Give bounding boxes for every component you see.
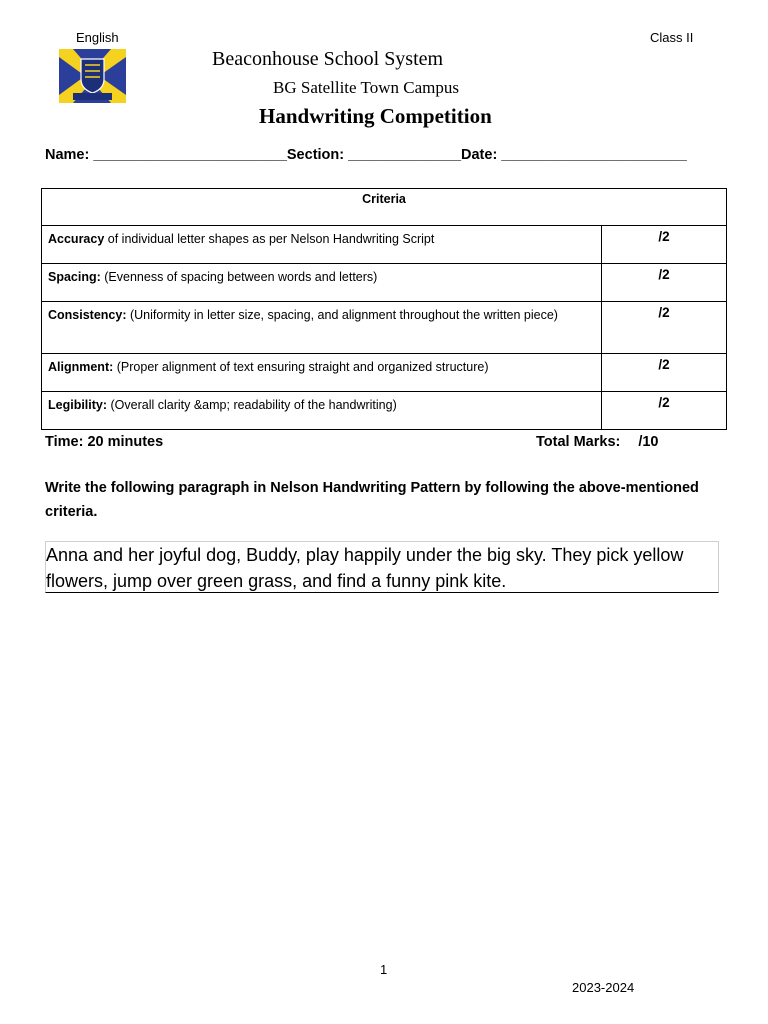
total-marks-label: Total Marks: (536, 434, 621, 450)
table-row (42, 392, 727, 430)
criteria-header: Criteria (42, 189, 727, 226)
practice-paragraph: Anna and her joyful dog, Buddy, play happily under the big sky. They pick yellow flowers, jump over green grass, and find a funny pink kite. (45, 541, 719, 593)
mark-cell: /2 (602, 264, 727, 302)
criterion-cell (42, 354, 602, 392)
mark-cell: /2 (602, 354, 727, 392)
criterion-cell (42, 302, 602, 354)
time-limit: Time: 20 minutes (45, 434, 164, 450)
table-row (42, 226, 727, 264)
criterion-term: Accuracy (48, 232, 105, 246)
criterion-term: Alignment: (48, 360, 114, 374)
school-logo (59, 49, 126, 103)
competition-title: Handwriting Competition (259, 104, 492, 128)
criterion-desc: (Evenness of spacing between words and letters) (100, 270, 378, 284)
campus-name: BG Satellite Town Campus (273, 78, 459, 97)
table-row (42, 354, 727, 392)
academic-year: 2023-2024 (572, 980, 635, 995)
mark-cell: /2 (602, 226, 727, 264)
criterion-desc: (Proper alignment of text ensuring straight and organized structure) (113, 360, 489, 374)
criterion-cell (42, 264, 602, 302)
criterion-desc: of individual letter shapes as per Nelson Handwriting Script (104, 232, 435, 246)
page-number: 1 (380, 962, 388, 977)
criterion-desc: (Overall clarity &amp; readability of the handwriting) (107, 398, 397, 412)
school-name: Beaconhouse School System (212, 48, 444, 70)
criterion-term: Legibility: (48, 398, 108, 412)
mark-cell: /2 (602, 392, 727, 430)
instruction-text: Write the following paragraph in Nelson Handwriting Pattern by following the above-mentioned criteria. (45, 480, 699, 520)
subject-label: English (76, 30, 119, 45)
student-info-fields[interactable]: Name: ________________________Section: ______________Date: _______________________ (45, 147, 687, 163)
criterion-term: Consistency: (48, 308, 127, 322)
criterion-term: Spacing: (48, 270, 101, 284)
table-row (42, 302, 727, 354)
class-label: Class II (650, 30, 694, 45)
criterion-cell (42, 392, 602, 430)
mark-cell: /2 (602, 302, 727, 354)
total-marks (536, 434, 659, 450)
table-row (42, 264, 727, 302)
criteria-table (41, 188, 727, 430)
total-marks-value: /10 (638, 434, 659, 450)
school-crest-icon (59, 49, 126, 103)
criterion-cell (42, 226, 602, 264)
criterion-desc: (Uniformity in letter size, spacing, and alignment throughout the written piece) (126, 308, 558, 322)
